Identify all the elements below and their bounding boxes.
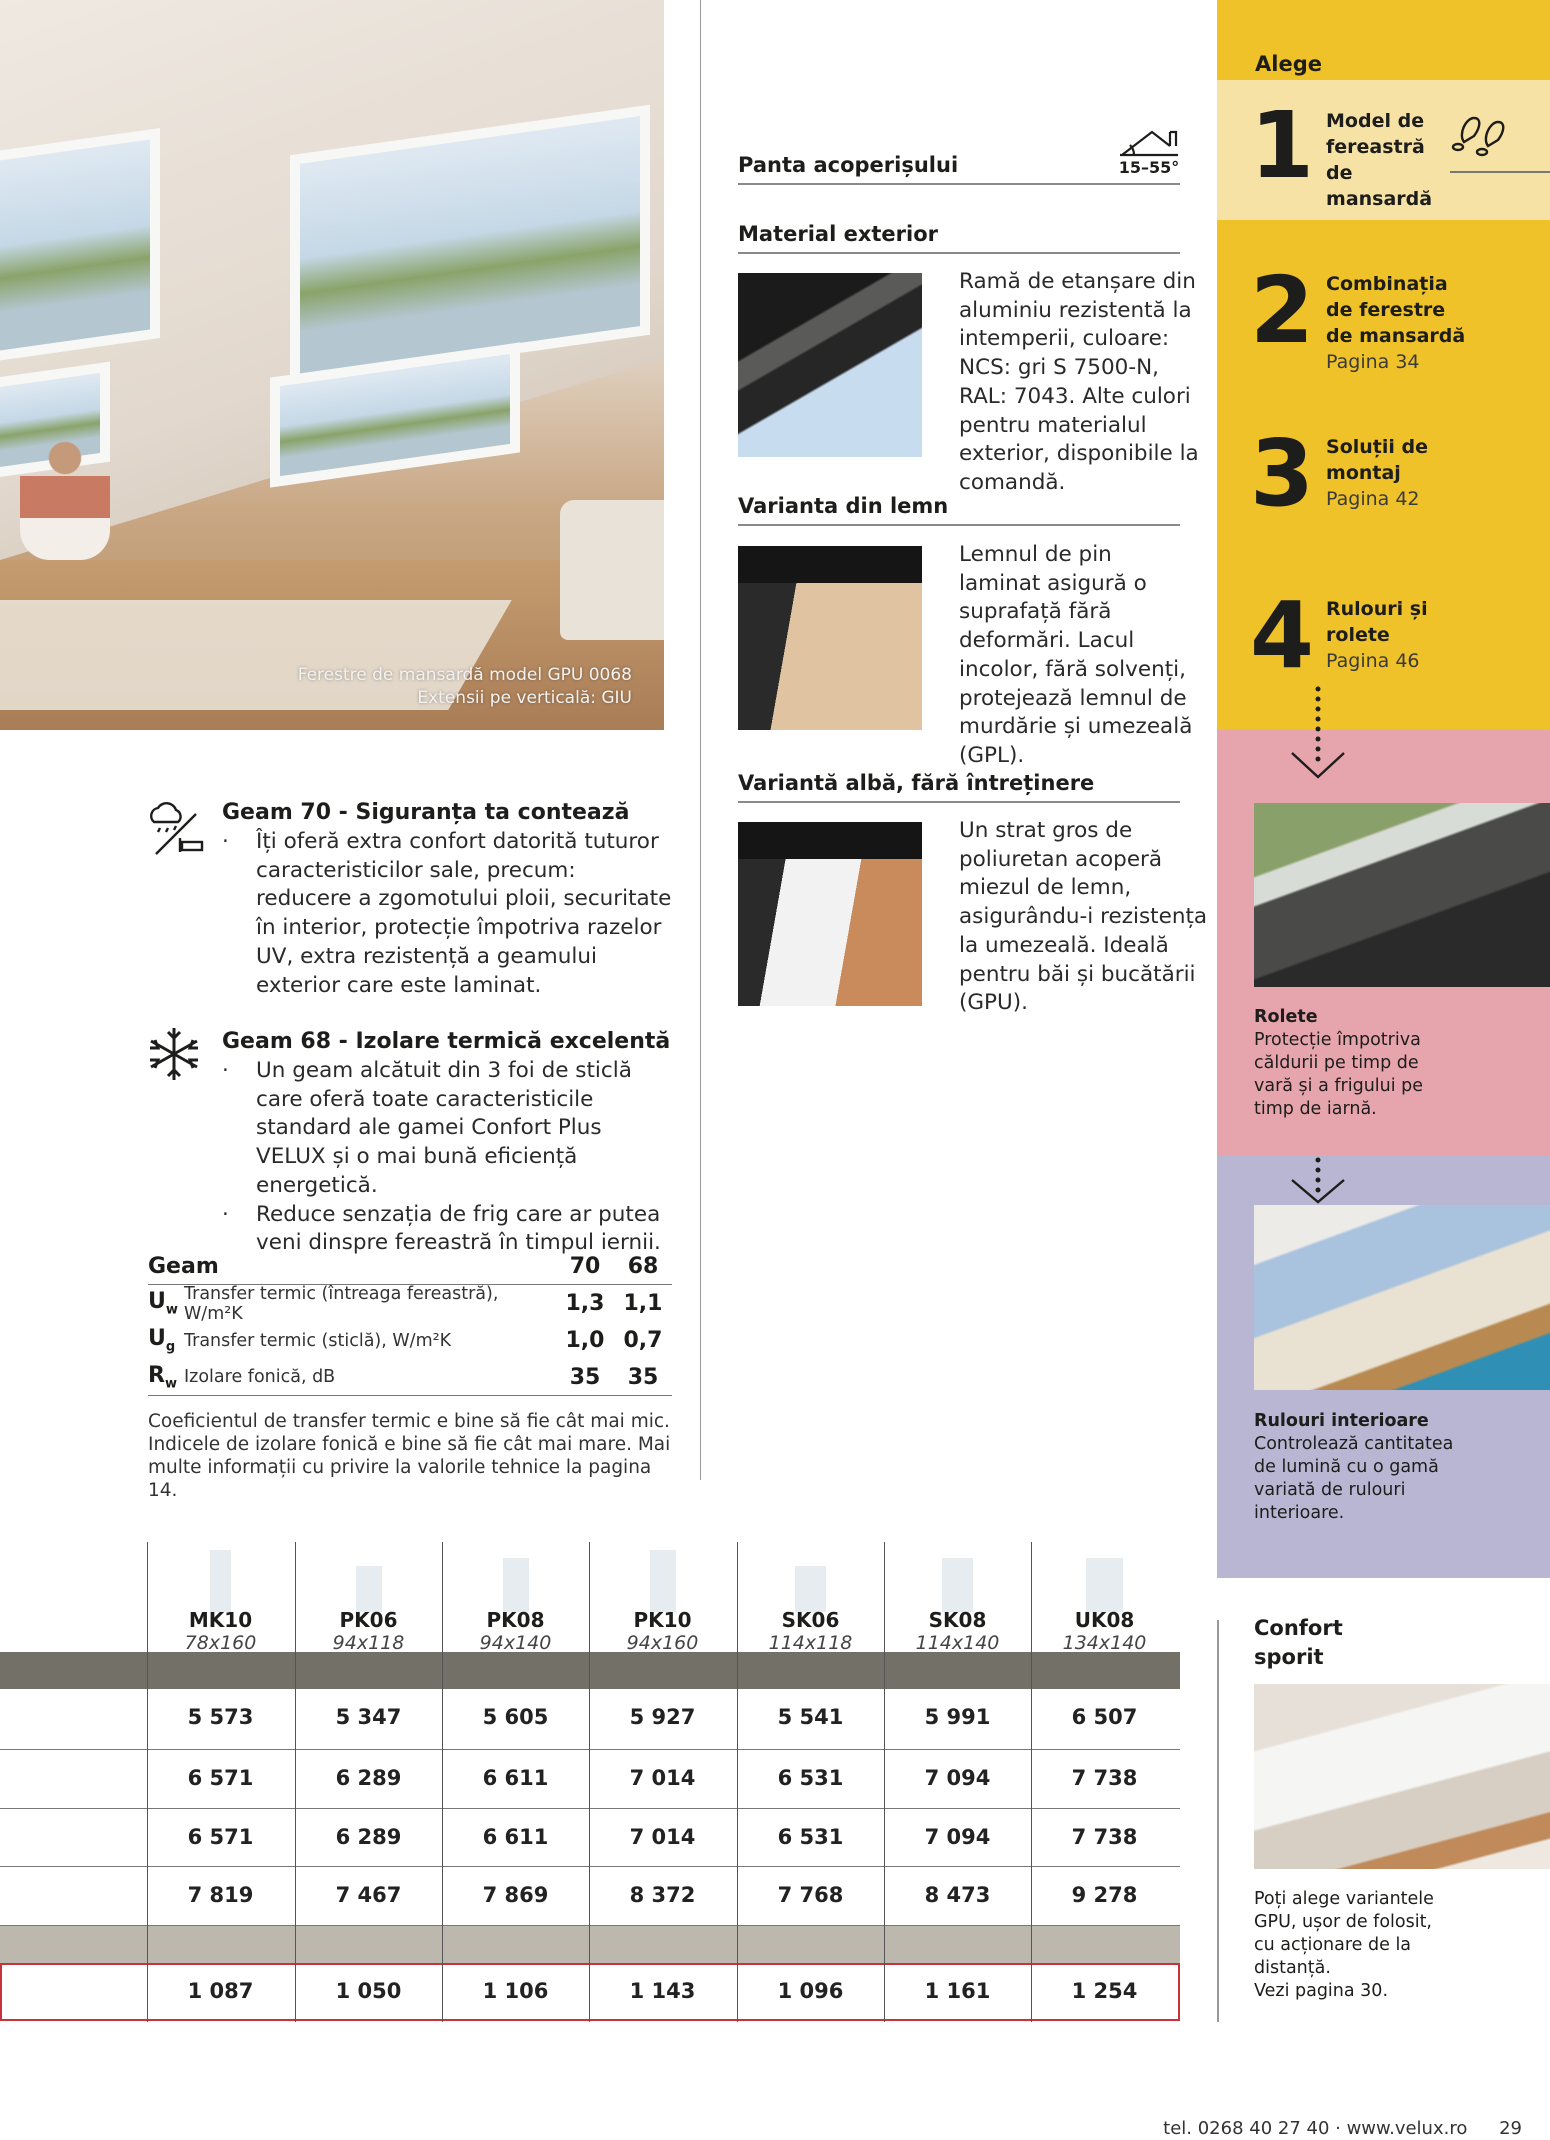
price-cell: 6 531 bbox=[777, 1825, 844, 1849]
roof-pitch: Panta acoperișului 15–55° bbox=[738, 145, 1180, 185]
price-cell: 7 467 bbox=[335, 1883, 402, 1907]
size-header bbox=[737, 1608, 884, 1654]
step-4[interactable]: 4 Rulouri și rolete Pagina 46 bbox=[1250, 582, 1428, 689]
accessory-price-cell: 1 161 bbox=[924, 1979, 991, 2003]
glass-table-header: Geam 70 68 bbox=[148, 1248, 672, 1285]
hero-photo bbox=[0, 0, 664, 730]
size-dimensions: 94x118 bbox=[332, 1632, 405, 1654]
snowflake-icon bbox=[146, 1026, 202, 1086]
size-header bbox=[884, 1608, 1031, 1654]
glass-spec-table bbox=[148, 1248, 672, 1502]
price-cell: 7 094 bbox=[924, 1825, 991, 1849]
price-cell: 5 573 bbox=[187, 1705, 254, 1729]
window-size-icon bbox=[795, 1566, 826, 1612]
size-code: MK10 bbox=[188, 1608, 253, 1632]
accessory-price-cell: 1 050 bbox=[335, 1979, 402, 2003]
price-cell: 7 768 bbox=[777, 1883, 844, 1907]
price-cell: 7 094 bbox=[924, 1766, 991, 1790]
size-code: PK08 bbox=[486, 1608, 545, 1632]
section-varianta-lemn: Varianta din lemn bbox=[738, 494, 1180, 526]
window-size-icon bbox=[650, 1550, 676, 1612]
size-code: SK08 bbox=[928, 1608, 987, 1632]
feature-title: Geam 68 - Izolare termică excelentă bbox=[222, 1029, 671, 1054]
dotted-arrow-icon bbox=[1288, 1156, 1348, 1206]
price-cell: 8 473 bbox=[924, 1883, 991, 1907]
price-cell: 7 014 bbox=[629, 1825, 696, 1849]
glass-table-row: $R_w$ Izolare fonică, dB 35 35 bbox=[148, 1359, 672, 1396]
section-text: Lemnul de pin laminat asigură o suprafață fără deformări. Lacul incolor, fără solvenți, protejează lemnul de murdărie și umezeală (GPL). bbox=[959, 542, 1193, 768]
confort-image bbox=[1254, 1684, 1550, 1869]
price-cell: 6 571 bbox=[187, 1766, 254, 1790]
feature-geam-70 bbox=[222, 798, 672, 1000]
roof-angle-icon bbox=[1118, 128, 1180, 158]
confort-text: Poți alege variantele GPU, ușor de folosit, cu acționare de la distanță. Vezi pagina 30. bbox=[1254, 1888, 1454, 2003]
price-cell: 5 927 bbox=[629, 1705, 696, 1729]
confort-title: Confort sporit bbox=[1254, 1616, 1343, 1669]
size-code: UK08 bbox=[1074, 1608, 1135, 1632]
price-cell: 6 611 bbox=[482, 1766, 549, 1790]
accessory-price-cell: 1 087 bbox=[187, 1979, 254, 2003]
glass-table-row: $U_g$ Transfer termic (sticlă), W/m²K 1,0 0,7 bbox=[148, 1326, 663, 1355]
size-header bbox=[589, 1608, 736, 1654]
rolete-image bbox=[1254, 803, 1550, 987]
window-size-icon bbox=[942, 1558, 973, 1612]
price-band-dark bbox=[0, 1652, 1180, 1689]
price-cell: 6 289 bbox=[335, 1825, 402, 1849]
price-cell: 7 014 bbox=[629, 1766, 696, 1790]
price-cell: 7 819 bbox=[187, 1883, 254, 1907]
confort-divider bbox=[1217, 1620, 1219, 2022]
price-cell: 6 571 bbox=[187, 1825, 254, 1849]
price-cell: 8 372 bbox=[629, 1883, 696, 1907]
size-dimensions: 134x140 bbox=[1062, 1632, 1147, 1654]
price-cell: 7 869 bbox=[482, 1883, 549, 1907]
footsteps-icon bbox=[1450, 110, 1510, 164]
size-dimensions: 94x140 bbox=[479, 1632, 552, 1654]
photo-caption: Ferestre de mansardă model GPU 0068 Extensii pe verticală: GIU bbox=[297, 665, 632, 708]
feature-geam-68 bbox=[222, 1027, 672, 1258]
size-code: SK06 bbox=[781, 1608, 840, 1632]
size-dimensions: 114x118 bbox=[768, 1632, 853, 1654]
price-cell: 7 738 bbox=[1071, 1766, 1138, 1790]
wood-frame-image bbox=[738, 546, 922, 730]
price-band-light bbox=[0, 1926, 1180, 1963]
dotted-arrow-icon bbox=[1288, 685, 1348, 783]
rulouri-text: Rulouri interioare Controlează cantitatea de lumină cu o gamă variată de rulouri interioare. bbox=[1254, 1411, 1454, 1523]
feature-bullet: · Îți oferă extra confort datorită tuturor caracteristicilor sale, precum: reducere a zgomotului ploii, securitate în interior, protecție împotriva razelor UV, extra rezistență a geamului exterior care este laminat. bbox=[222, 828, 672, 1000]
size-header bbox=[147, 1608, 294, 1654]
price-cell: 6 289 bbox=[335, 1766, 402, 1790]
price-table bbox=[0, 1542, 1180, 2022]
accessory-price-cell: 1 096 bbox=[777, 1979, 844, 2003]
price-cell: 6 507 bbox=[1071, 1705, 1138, 1729]
steps-heading: Alege bbox=[1255, 52, 1322, 76]
page-number: 29 bbox=[1499, 2118, 1522, 2139]
size-dimensions: 78x160 bbox=[184, 1632, 257, 1654]
accessory-price-cell: 1 254 bbox=[1071, 1979, 1138, 2003]
rolete-text: Rolete Protecție împotriva căldurii pe timp de vară și a frigului pe timp de iarnă. bbox=[1254, 1007, 1424, 1119]
size-dimensions: 94x160 bbox=[626, 1632, 699, 1654]
size-code: PK10 bbox=[633, 1608, 692, 1632]
price-cell: 9 278 bbox=[1071, 1883, 1138, 1907]
size-dimensions: 114x140 bbox=[915, 1632, 1000, 1654]
section-material-exterior: Material exterior bbox=[738, 222, 1180, 254]
see-page-link[interactable]: Vezi pagina 30. bbox=[1254, 1981, 1389, 2001]
section-varianta-alba: Variantă albă, fără întreținere bbox=[738, 771, 1180, 803]
column-divider bbox=[700, 0, 701, 1480]
price-cell: 5 347 bbox=[335, 1705, 402, 1729]
rain-noise-icon bbox=[146, 798, 204, 860]
glass-table-note: Coeficientul de transfer termic e bine să fie cât mai mic. Indicele de izolare fonică e bine să fie cât mai mare. Mai multe informații cu privire la valorile tehnice la pagina 14. bbox=[148, 1411, 671, 1501]
footer-contact: tel. 0268 40 27 40 · www.velux.ro bbox=[1163, 2118, 1468, 2139]
accessory-price-cell: 1 106 bbox=[482, 1979, 549, 2003]
glass-table-row: $U_w$ Transfer termic (întreaga fereastră), W/m²K 1,3 1,1 bbox=[148, 1283, 663, 1324]
accessory-price-cell: 1 143 bbox=[629, 1979, 696, 2003]
section-text: Ramă de etanșare din aluminiu rezistentă la intemperii, culoare: NCS: gri S 7500-N, RAL: 7043. Alte culori pentru materialul exterior, disponibile la comandă. bbox=[959, 269, 1199, 495]
step-1[interactable]: 1 Model de fereastră de mansardă bbox=[1250, 92, 1433, 210]
footer bbox=[1163, 2118, 1522, 2139]
section-text: Un strat gros de poliuretan acoperă miezul de lemn, asigurându-i rezistența la umezeală. Ideală pentru băi și bucătării (GPU). bbox=[959, 818, 1208, 1016]
price-cell: 7 738 bbox=[1071, 1825, 1138, 1849]
step-3[interactable]: 3 Soluții de montaj Pagina 42 bbox=[1250, 420, 1429, 527]
price-cell: 6 531 bbox=[777, 1766, 844, 1790]
window-size-icon bbox=[356, 1566, 382, 1612]
feature-bullet: · Reduce senzația de frig care ar putea veni dinspre fereastră în timpul iernii. bbox=[222, 1201, 672, 1258]
size-header bbox=[1031, 1608, 1178, 1654]
window-size-icon bbox=[503, 1558, 529, 1612]
price-cell: 5 541 bbox=[777, 1705, 844, 1729]
step-1-underline bbox=[1450, 171, 1550, 173]
price-cell: 6 611 bbox=[482, 1825, 549, 1849]
window-size-icon bbox=[210, 1550, 231, 1612]
price-cell: 5 605 bbox=[482, 1705, 549, 1729]
step-2[interactable]: 2 Combinația de ferestre de mansardă Pagina 34 bbox=[1250, 257, 1466, 373]
exterior-frame-image bbox=[738, 273, 922, 457]
price-cell: 5 991 bbox=[924, 1705, 991, 1729]
size-header bbox=[442, 1608, 589, 1654]
size-code: PK06 bbox=[339, 1608, 398, 1632]
white-frame-image bbox=[738, 822, 922, 1006]
feature-title: Geam 70 - Siguranța ta contează bbox=[222, 800, 630, 825]
window-size-icon bbox=[1086, 1558, 1123, 1612]
rulouri-image bbox=[1254, 1205, 1550, 1390]
feature-bullet: · Un geam alcătuit din 3 foi de sticlă care oferă toate caracteristicile standard ale gamei Confort Plus VELUX și o mai bună eficiență energetică. bbox=[222, 1057, 672, 1201]
size-header bbox=[295, 1608, 442, 1654]
